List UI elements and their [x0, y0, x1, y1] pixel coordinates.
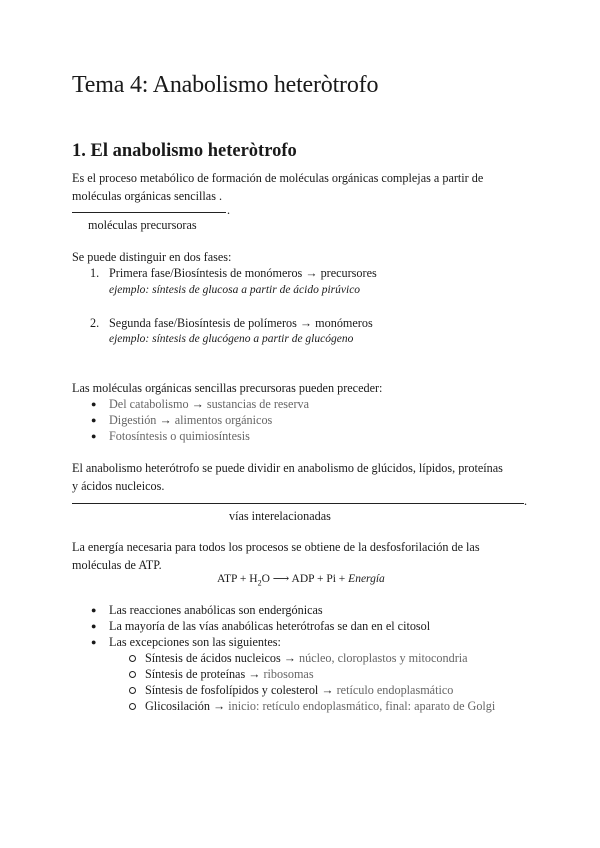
arrow-icon: → [299, 316, 313, 330]
origin-item-2-b: alimentos orgánicos [174, 413, 273, 427]
energy-line-1: La energía necesaria para todos los procesos se obtiene de la desfosforilación de las [72, 540, 480, 554]
arrow-icon: → [283, 651, 296, 665]
exception-4-a: Glicosilación [145, 699, 210, 713]
arrow-icon: → [213, 699, 226, 713]
phase-1-example: ejemplo: síntesis de glucosa a partir de ácido pirúvico [109, 284, 361, 296]
fact-1: Las reacciones anabólicas son endergónicas [109, 603, 323, 617]
origin-item-1-b: sustancias de reserva [206, 397, 310, 411]
exception-2 [145, 666, 314, 683]
bullet-icon: ● [91, 399, 97, 409]
equation-rhs: ADP + Pi + [291, 573, 346, 585]
division-line-1: El anabolismo heterótrofo se puede dividir en anabolismo de glúcidos, lípidos, proteínas [72, 461, 503, 475]
phases-heading: Se puede distinguir en dos fases: [72, 250, 232, 264]
section-heading: 1. El anabolismo heteròtrofo [72, 141, 297, 161]
energy-paragraph [72, 539, 532, 574]
arrow-icon: → [305, 266, 318, 280]
exception-3-a: Síntesis de fosfolípidos y colesterol [145, 683, 319, 697]
fact-2: La mayoría de las vías anabólicas heterótrofas se dan en el citosol [109, 619, 431, 633]
division-line-2: y ácidos nucleicos. [72, 478, 165, 493]
arrow-icon: → [191, 397, 204, 411]
circle-bullet-icon [129, 703, 136, 710]
arrow-icon: ⟶ [272, 573, 290, 585]
exception-1-a: Síntesis de ácidos nucleicos [145, 651, 281, 665]
arrow-icon: → [159, 413, 172, 427]
circle-bullet-icon [129, 655, 136, 662]
arrow-icon: → [321, 683, 334, 697]
energy-line-2: moléculas de ATP. [72, 557, 162, 572]
bullet-icon: ● [91, 415, 97, 425]
blank-line-2 [72, 503, 524, 504]
origin-heading: Las moléculas orgánicas sencillas precursoras pueden preceder: [72, 381, 383, 395]
origin-item-1 [109, 396, 309, 413]
equation-lhs: ATP + H [217, 573, 258, 585]
circle-bullet-icon [129, 687, 136, 694]
exception-1 [145, 650, 468, 667]
phase-2-result: monómeros [315, 316, 373, 330]
equation-mid: O [261, 573, 270, 585]
atp-equation [217, 571, 385, 587]
intro-paragraph [72, 170, 532, 205]
origin-item-3: Fotosíntesis o quimiosíntesis [109, 429, 250, 443]
fact-3: Las excepciones son las siguientes: [109, 635, 281, 649]
circle-bullet-icon [129, 671, 136, 678]
bullet-icon: ● [91, 431, 97, 441]
origin-item-2 [109, 412, 272, 429]
equation-subscript: 2 [257, 578, 262, 588]
blank-line-1 [72, 212, 226, 213]
phase-1-result: precursores [320, 266, 377, 280]
bullet-icon: ● [91, 605, 97, 615]
division-paragraph [72, 460, 532, 495]
bullet-icon: ● [91, 621, 97, 631]
blank-line-1-label: moléculas precursoras [88, 218, 197, 232]
intro-line-1: Es el proceso metabólico de formación de moléculas orgánicas complejas a partir de [72, 171, 484, 185]
exception-4 [145, 698, 495, 715]
intro-line-2: moléculas orgánicas sencillas . [72, 188, 223, 203]
equation-energy: Energía [348, 573, 385, 585]
blank-line-2-label: vías interelacionadas [229, 509, 331, 523]
phase-2-label: Segunda fase/Biosíntesis de polímeros [109, 316, 297, 330]
bullet-icon: ● [91, 637, 97, 647]
arrow-icon: → [248, 667, 261, 681]
exception-3 [145, 682, 453, 699]
phase-1-number: 1. [90, 266, 100, 280]
phase-2-text [109, 315, 373, 332]
origin-item-2-a: Digestión [109, 413, 157, 427]
exception-3-b: retículo endoplasmático [336, 683, 454, 697]
blank-line-1-trail: . [227, 203, 231, 217]
page-title: Tema 4: Anabolismo heteròtrofo [72, 72, 379, 98]
phase-2-number: 2. [90, 316, 100, 330]
phase-2-example: ejemplo: síntesis de glucógeno a partir de glucógeno [109, 333, 354, 345]
exception-1-b: núcleo, cloroplastos y mitocondria [299, 651, 468, 665]
phase-1-label: Primera fase/Biosíntesis de monómeros [109, 266, 303, 280]
blank-line-2-trail: . [524, 494, 528, 508]
exception-2-a: Síntesis de proteínas [145, 667, 246, 681]
origin-item-1-a: Del catabolismo [109, 397, 189, 411]
phase-1-text [109, 265, 377, 282]
exception-2-b: ribosomas [263, 667, 314, 681]
exception-4-b: inicio: retículo endoplasmático, final: aparato de Golgi [228, 699, 496, 713]
